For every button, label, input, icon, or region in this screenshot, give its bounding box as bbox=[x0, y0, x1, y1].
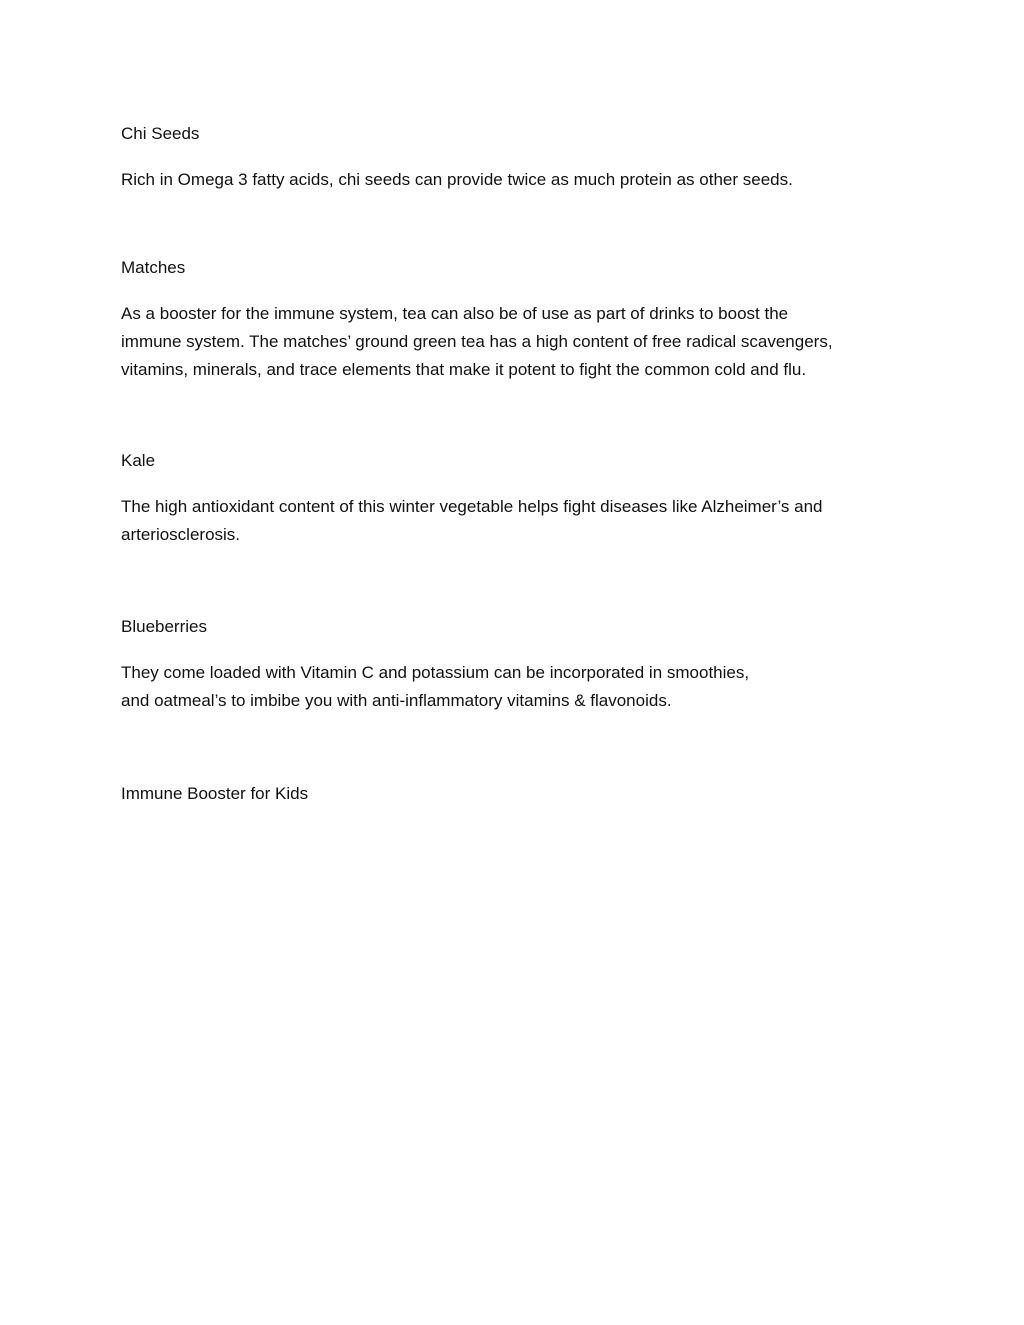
section-immune-booster-for-kids bbox=[121, 781, 911, 807]
section-paragraph bbox=[121, 659, 911, 715]
section-heading: Matches bbox=[121, 258, 186, 277]
section-paragraph bbox=[121, 166, 911, 194]
section-blueberries bbox=[121, 614, 911, 715]
paragraph-line: As a booster for the immune system, tea can also be of use as part of drinks to boost the bbox=[121, 304, 789, 323]
paragraph-line: The high antioxidant content of this winter vegetable helps fight diseases like Alzheimer’s and bbox=[121, 497, 823, 516]
section-paragraph bbox=[121, 493, 911, 549]
section-paragraph bbox=[121, 300, 911, 384]
section-heading: Chi Seeds bbox=[121, 124, 200, 143]
section-chi-seeds bbox=[121, 121, 911, 194]
section-heading: Blueberries bbox=[121, 617, 207, 636]
paragraph-line: Rich in Omega 3 fatty acids, chi seeds can provide twice as much protein as other seeds. bbox=[121, 170, 793, 189]
paragraph-line: and oatmeal’s to imbibe you with anti-inflammatory vitamins & flavonoids. bbox=[121, 691, 672, 710]
section-kale bbox=[121, 448, 911, 549]
section-heading: Kale bbox=[121, 451, 156, 470]
section-matches bbox=[121, 255, 911, 384]
paragraph-line: arteriosclerosis. bbox=[121, 525, 241, 544]
paragraph-line: They come loaded with Vitamin C and potassium can be incorporated in smoothies, bbox=[121, 663, 750, 682]
paragraph-line: vitamins, minerals, and trace elements that make it potent to fight the common cold and flu. bbox=[121, 360, 807, 379]
document-body bbox=[121, 121, 911, 807]
section-heading: Immune Booster for Kids bbox=[121, 784, 309, 803]
paragraph-line: immune system. The matches’ ground green tea has a high content of free radical scavengers, bbox=[121, 332, 833, 351]
